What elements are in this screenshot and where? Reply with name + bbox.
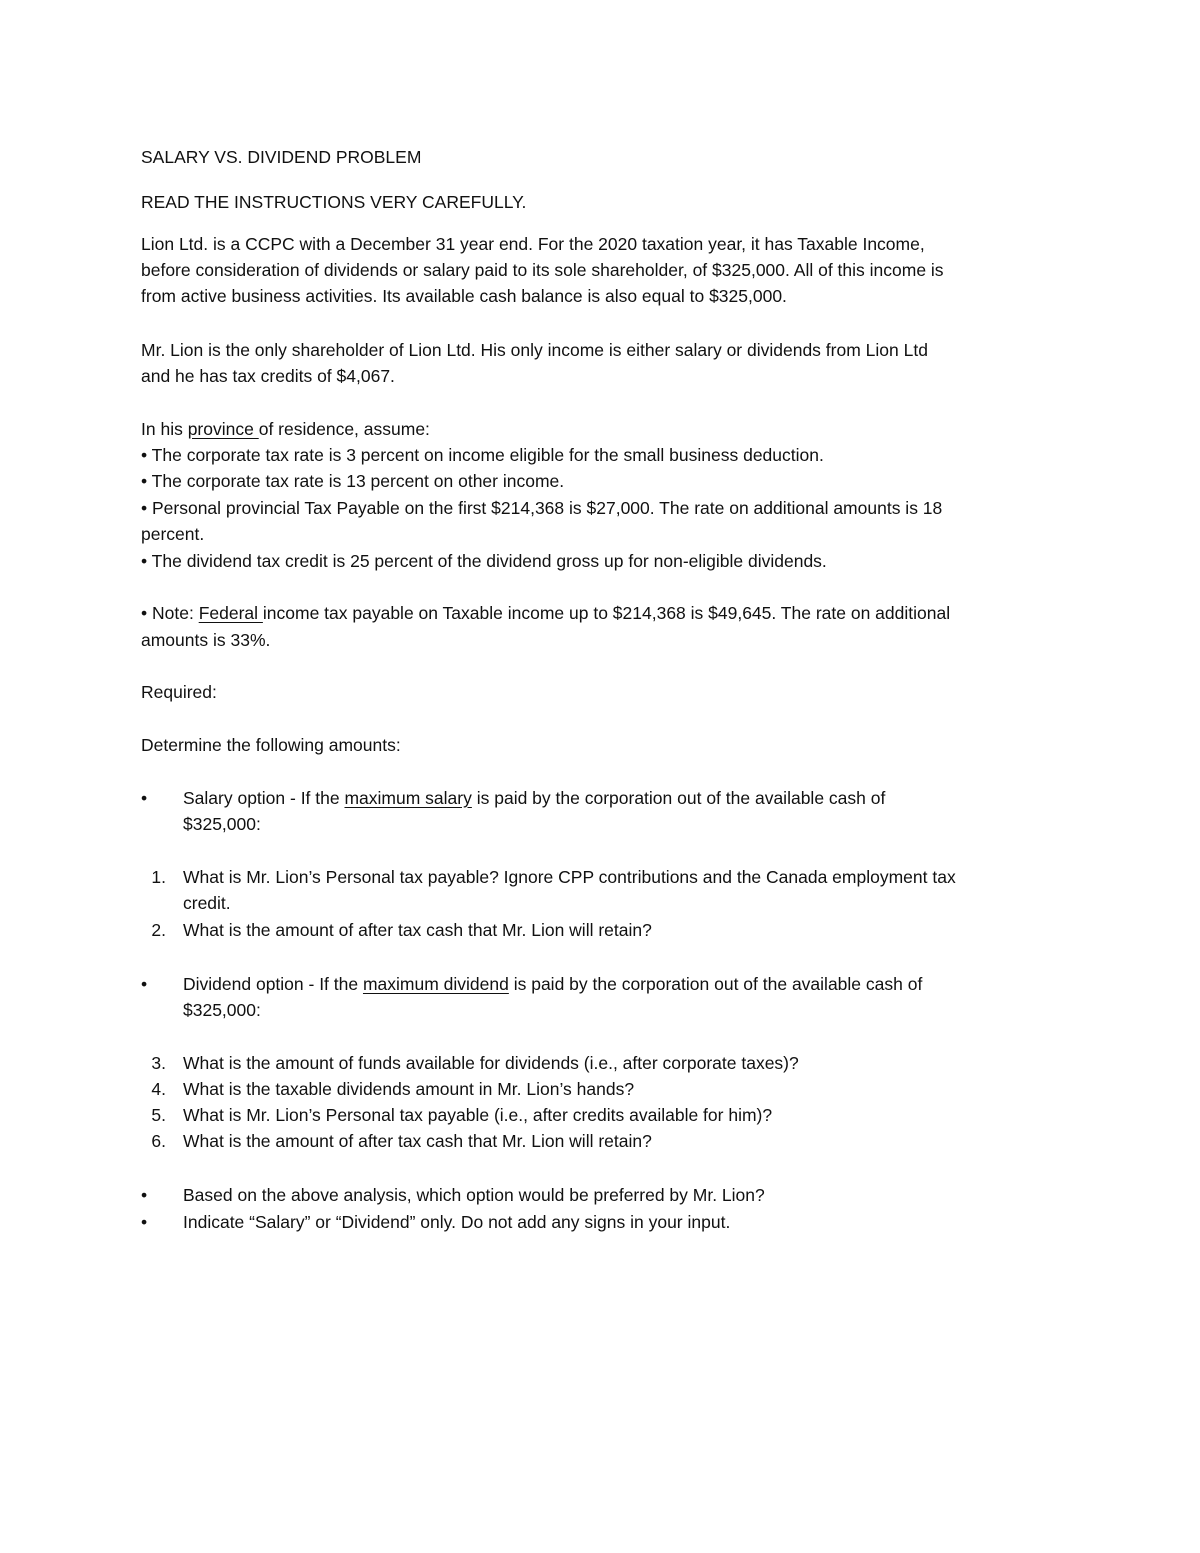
note-line-2: amounts is 33%. <box>141 630 271 650</box>
salary-bullet: • <box>141 788 148 808</box>
dividend-bullet: • <box>141 974 148 994</box>
assume-bullet-2: • The corporate tax rate is 13 percent on other income. <box>141 471 565 491</box>
shareholder-line-1: Mr. Lion is the only shareholder of Lion Ltd. His only income is either salary or dividends from Lion Ltd <box>141 340 928 360</box>
intro-line-3: from active business activities. Its available cash balance is also equal to $325,000. <box>141 286 787 306</box>
determine-line: Determine the following amounts: <box>141 735 401 755</box>
maximum-salary-emph: maximum salary <box>344 788 472 808</box>
q6-text: What is the amount of after tax cash that Mr. Lion will retain? <box>183 1131 652 1151</box>
salary-option-line-1 <box>183 788 885 808</box>
assume-suffix: of residence, assume: <box>258 419 430 439</box>
assume-bullet-3-line-1: • Personal provincial Tax Payable on the first $214,368 is $27,000. The rate on additional amounts is 18 <box>141 498 943 518</box>
salary-prefix: Salary option - If the <box>183 788 345 808</box>
q1-number: 1. <box>151 867 166 887</box>
final-bullet-2: Indicate “Salary” or “Dividend” only. Do not add any signs in your input. <box>183 1212 731 1232</box>
dividend-suffix: is paid by the corporation out of the available cash of <box>508 974 923 994</box>
assume-prefix: In his <box>141 419 188 439</box>
salary-suffix: is paid by the corporation out of the available cash of <box>471 788 886 808</box>
q2-number: 2. <box>151 920 166 940</box>
final-bullet-1: Based on the above analysis, which option would be preferred by Mr. Lion? <box>183 1185 765 1205</box>
q1-line-1: What is Mr. Lion’s Personal tax payable? Ignore CPP contributions and the Canada employment tax <box>183 867 956 887</box>
province-link: province <box>187 419 259 439</box>
q5-text: What is Mr. Lion’s Personal tax payable (i.e., after credits available for him)? <box>183 1105 773 1125</box>
assume-bullet-4: • The dividend tax credit is 25 percent of the dividend gross up for non-eligible dividends. <box>141 551 827 571</box>
note-line-1 <box>141 603 950 623</box>
assume-bullet-1: • The corporate tax rate is 3 percent on income eligible for the small business deduction. <box>141 445 824 465</box>
salary-option-line-2: $325,000: <box>183 814 261 834</box>
final-bullet-2-dot: • <box>141 1212 148 1232</box>
q6-number: 6. <box>151 1131 166 1151</box>
q4-text: What is the taxable dividends amount in Mr. Lion’s hands? <box>183 1079 635 1099</box>
assume-heading <box>141 419 430 439</box>
dividend-option-line-2: $325,000: <box>183 1000 261 1020</box>
q5-number: 5. <box>151 1105 166 1125</box>
dividend-prefix: Dividend option - If the <box>183 974 363 994</box>
note-rest: income tax payable on Taxable income up to $214,368 is $49,645. The rate on additional <box>262 603 951 623</box>
federal-link: Federal <box>198 603 263 623</box>
intro-line-1: Lion Ltd. is a CCPC with a December 31 year end. For the 2020 taxation year, it has Taxable Income, <box>141 234 925 254</box>
q1-line-2: credit. <box>183 893 231 913</box>
note-prefix: • Note: <box>141 603 199 623</box>
shareholder-line-2: and he has tax credits of $4,067. <box>141 366 395 386</box>
q4-number: 4. <box>151 1079 166 1099</box>
assume-bullet-3-line-2: percent. <box>141 524 205 544</box>
dividend-option-line-1 <box>183 974 922 994</box>
instruction-line: READ THE INSTRUCTIONS VERY CAREFULLY. <box>141 192 527 212</box>
final-bullet-1-dot: • <box>141 1185 148 1205</box>
required-heading: Required: <box>141 682 217 702</box>
maximum-dividend-emph: maximum dividend <box>362 974 509 994</box>
intro-line-2: before consideration of dividends or salary paid to its sole shareholder, of $325,000. All of this income is <box>141 260 944 280</box>
q3-text: What is the amount of funds available for dividends (i.e., after corporate taxes)? <box>183 1053 799 1073</box>
q3-number: 3. <box>151 1053 166 1073</box>
document-title: SALARY VS. DIVIDEND PROBLEM <box>141 147 422 167</box>
q2-text: What is the amount of after tax cash that Mr. Lion will retain? <box>183 920 652 940</box>
